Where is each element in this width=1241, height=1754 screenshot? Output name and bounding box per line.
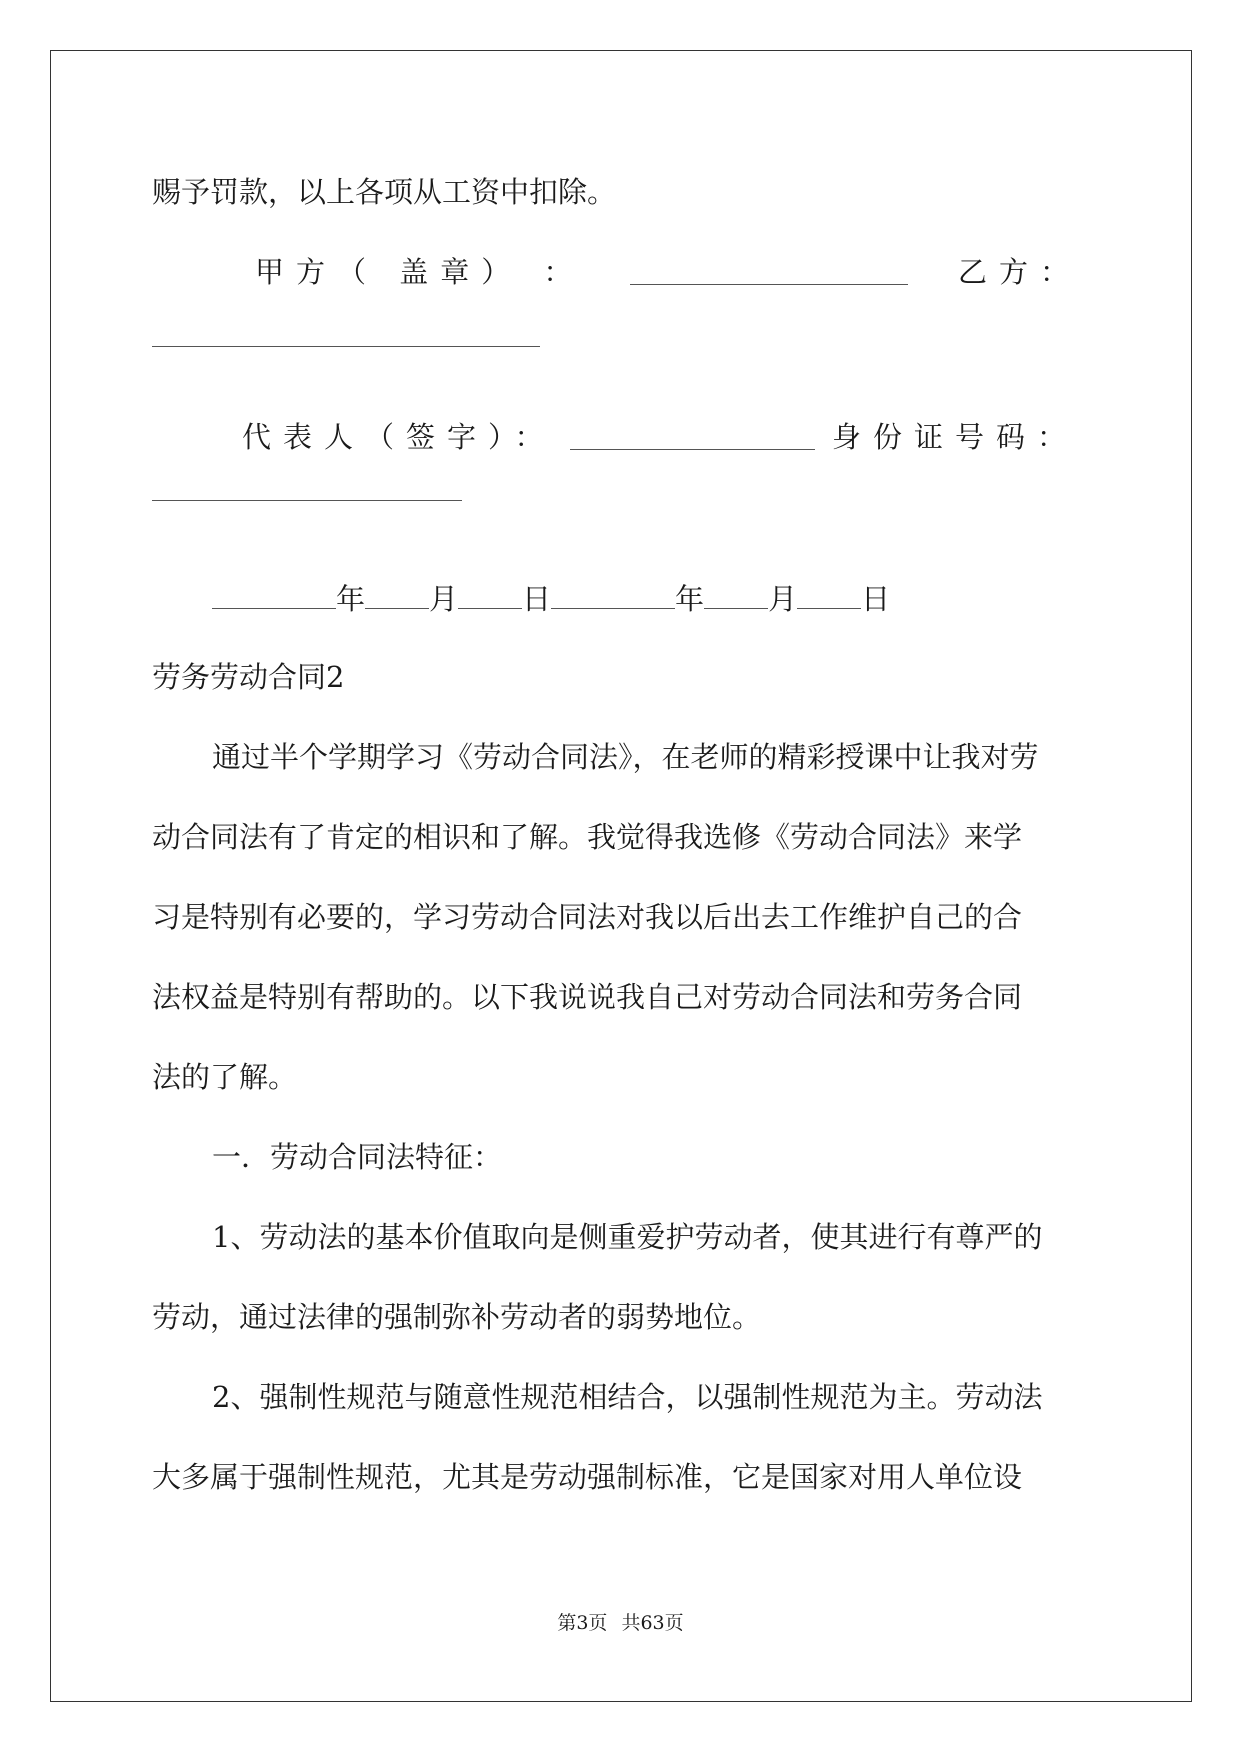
date-blank [797,580,861,609]
party-a-label: 甲方（ 盖章） ： [255,255,585,289]
representative-blank [570,421,815,450]
paragraph-line: 通过半个学期学习《劳动合同法》，在老师的精彩授课中让我对劳 [212,740,1039,774]
page-number: 第3页 [557,1612,608,1634]
paragraph-line: 2、强制性规范与随意性规范相结合，以强制性规范为主。劳动法 [212,1380,1043,1414]
text-line: 赐予罚款，以上各项从工资中扣除。 [152,175,617,209]
date-blank [704,580,768,609]
representative-label: 代表人（签字）： [242,420,556,454]
date-year: 年 [336,582,366,616]
date-blank [458,580,522,609]
paragraph-line: 动合同法有了肯定的相识和了解。我觉得我选修《劳动合同法》来学 [152,820,1023,854]
page-footer [0,1611,1241,1635]
subsection-heading: 一．劳动合同法特征： [212,1140,503,1174]
section-heading: 劳务劳动合同2 [152,660,345,694]
id-number-label: 身份证号码： [832,420,1079,454]
paragraph-line: 大多属于强制性规范，尤其是劳动强制标准，它是国家对用人单位设 [152,1460,1023,1494]
date-blank [212,580,336,609]
date-line [212,579,890,619]
paragraph-line: 习是特别有必要的，学习劳动合同法对我以后出去工作维护自己的合 [152,900,1023,934]
party-b-blank [152,346,540,347]
date-month: 月 [768,582,798,616]
date-day: 日 [861,582,891,616]
date-month: 月 [429,582,459,616]
page-frame [50,50,1192,1702]
paragraph-line: 1、劳动法的基本价值取向是侧重爱护劳动者，使其进行有尊严的 [212,1220,1043,1254]
party-a-blank [630,256,908,285]
page-total: 共63页 [621,1612,684,1634]
date-blank [551,580,675,609]
date-day: 日 [522,582,552,616]
id-number-blank [152,500,462,501]
paragraph-line: 法权益是特别有帮助的。以下我说说我自己对劳动合同法和劳务合同 [152,980,1023,1014]
date-year: 年 [675,582,705,616]
date-blank [365,580,429,609]
paragraph-line: 法的了解。 [152,1060,298,1094]
paragraph-line: 劳动，通过法律的强制弥补劳动者的弱势地位。 [152,1300,762,1334]
party-b-label: 乙方： [958,255,1082,289]
